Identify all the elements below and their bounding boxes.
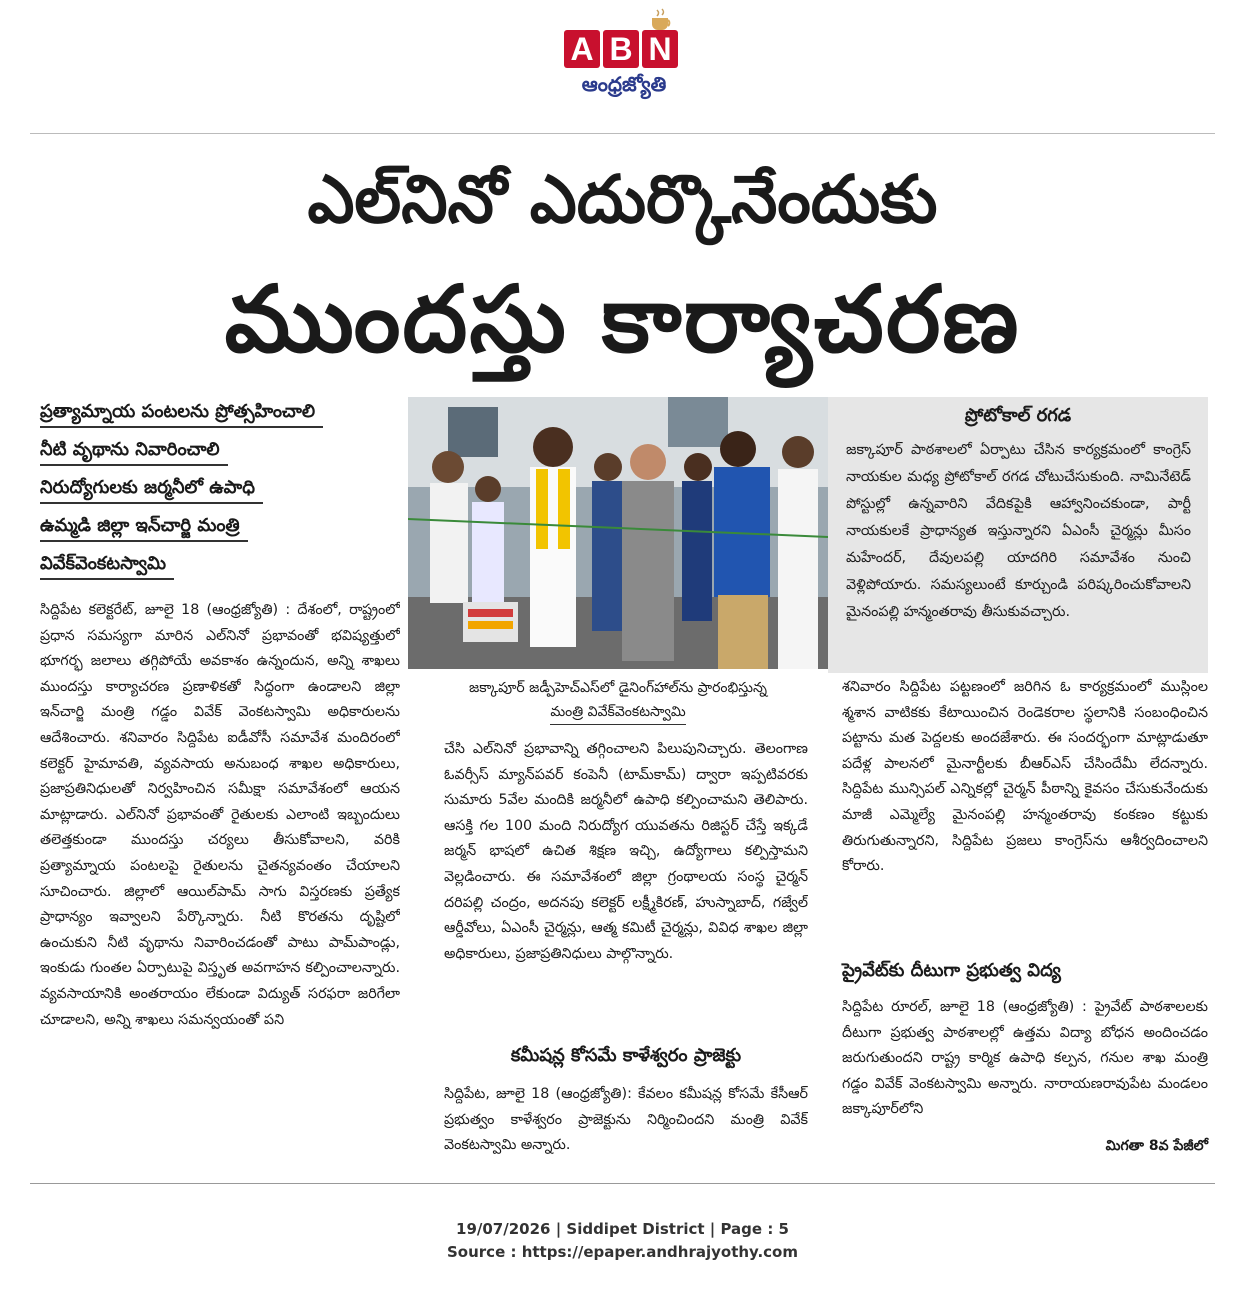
headline-line2: ముందస్తు కార్యాచరణ — [224, 266, 1021, 373]
continued-note: మిగతా 8వ పేజీలో — [1105, 1138, 1208, 1154]
caption-line1: జక్కాపూర్ జడ్పీహెచ్‌ఎస్‌లో డైనింగ్‌హాల్‌ను ప్రారంభిస్తున్న — [469, 680, 767, 696]
column-2b — [444, 1082, 808, 1164]
col3-subhead: ప్రైవేట్‌కు దీటుగా ప్రభుత్వ విద్య — [842, 960, 1061, 981]
footer-source-line: Source : https://epaper.andhrajyothy.com — [447, 1243, 798, 1261]
col1-body: సిద్దిపేట కలెక్టరేట్, జూలై 18 (ఆంధ్రజ్యోతి) : దేశంలో, రాష్ట్రంలో ప్రధాన సమస్యగా మారిన ఎల్‌నినో ప్రభావంతో భవిష్యత్తులో భూగర్భ జలాలు తగ్గిపోయే అవకాశం ఉన్నందున, అన్ని శాఖలు ముందస్తు కార్యాచరణ ప్రణాళికతో సిద్ధంగా ఉండాలని జిల్లా ఇన్‌చార్జి మంత్రి గడ్డం వివేక్ వెంకటస్వామి అధికారులను ఆదేశించారు. శనివారం సిద్దిపేట ఐడీవోసీ సమావేశ మందిరంలో కలెక్టర్ హైమావతి, వ్యవసాయ అనుబంధ శాఖల అధికారులు, ప్రజాప్రతినిధులతో నిర్వహించిన సమీక్షా సమావేశంలో ఆయన మాట్లాడారు. ఎల్‌నినో ప్రభావంతో రైతులకు ఎలాంటి ఇబ్బందులు తలెత్తకుండా ముందస్తు చర్యలు తీసుకోవాలని, వరికి ప్రత్యామ్నాయ పంటలపై రైతులను చైతన్యవంతం చేయాలని సూచించారు. జిల్లాలో ఆయిల్‌పామ్ సాగు విస్తరణకు ప్రత్యేక ప్రాధాన్యం ఇవ్వాలని పేర్కొన్నారు. నీటి కొరతను దృష్టిలో ఉంచుకుని నీటి వృథాను నివారించడంతో పాటు పామ్‌పాండ్లు, ఇంకుడు గుంతల ఏర్పాటుపై విస్తృత అవగాహన కల్పించాలన్నారు. వ్యవసాయానికి అంతరాయం లేకుండా విద్యుత్ సరఫరా జరిగేలా చూడాలని, అన్ని శాఖలు సమన్వయంతో పని — [40, 602, 400, 1028]
bottom-divider — [30, 1183, 1215, 1184]
col2-subhead: కమీషన్ల కోసమే కాళేశ్వరం ప్రాజెక్టు — [510, 1045, 742, 1066]
abn-logo — [560, 8, 688, 104]
column-2 — [444, 737, 808, 1027]
deck-3: నిరుద్యోగులకు జర్మనీలో ఉపాధి — [40, 474, 263, 504]
deck-1: ప్రత్యామ్నాయ పంటలను ప్రోత్సహించాలి — [40, 398, 323, 428]
deck-2: నీటి వృథాను నివారించాలి — [40, 436, 228, 466]
event-photo — [408, 397, 828, 669]
box-text: జక్కాపూర్ పాఠశాలలో ఏర్పాటు చేసిన కార్యక్రమంలో కాంగ్రెస్ నాయకుల మధ్య ప్రోటోకాల్ రగడ చోటుచేసుకుంది. నామినేటెడ్ పోస్టుల్లో ఉన్నవారిని వేదికపైకి ఆహ్వానించకుండా, పార్టీ నాయకులకే ప్రాధాన్యత ఇస్తున్నారని ఏఎంసీ చైర్మన్లు మీసం మహేందర్, దేవులపల్లి యాదగిరి సమావేశం నుంచి వెళ్లిపోయారు. సమస్యలుంటే కూర్చుండి పరిష్కరించుకోవాలని మైనంపల్లి హన్మంతరావు తీసుకువచ్చారు. — [846, 442, 1191, 620]
col3-body2: సిద్దిపేట రూరల్, జూలై 18 (ఆంధ్రజ్యోతి) : ప్రైవేట్ పాఠశాలలకు దీటుగా ప్రభుత్వ పాఠశాలల్లో ఉత్తమ విద్యా బోధన అందించడం జరుగుతుందని రాష్ట్ర కార్మిక ఉపాధి కల్పన, గనుల శాఖ మంత్రి గడ్డం వివేక్ వెంకటస్వామి అన్నారు. నారాయణరావుపేట మండలం జక్కాపూర్‌లోని — [842, 999, 1208, 1118]
logo-letter-n: N — [642, 30, 678, 68]
tea-cup-icon — [646, 8, 676, 30]
photo-caption — [408, 676, 828, 725]
footer-date-line: 19/07/2026 | Siddipet District | Page : 5 — [456, 1220, 789, 1238]
column-3b — [842, 995, 1208, 1135]
logo-letter-b: B — [603, 30, 639, 68]
logo-letter-a: A — [564, 30, 600, 68]
logo-subtitle: ఆంధ్రజ్యోతి — [581, 72, 667, 96]
deck-4: ఉమ్మడి జిల్లా ఇన్‌చార్జి మంత్రి — [40, 512, 248, 542]
col2-body2: సిద్దిపేట, జూలై 18 (ఆంధ్రజ్యోతి): కేవలం కమీషన్ల కోసమే కేసీఆర్ ప్రభుత్వం కాళేశ్వరం ప్రాజెక్టును నిర్మించిందని మంత్రి వివేక్ వెంకటస్వామి అన్నారు. — [444, 1086, 808, 1154]
column-3 — [842, 675, 1208, 939]
abn-letters — [564, 30, 678, 68]
photo-illustration — [408, 397, 828, 669]
box-title: ప్రోటోకాల్ రగడ — [964, 405, 1072, 426]
deck-5: వివేక్‌వెంకటస్వామి — [40, 550, 174, 580]
headline-line1: ఎల్‌నినో ఎదుర్కొనేందుకు — [307, 161, 938, 238]
col3-body: శనివారం సిద్దిపేట పట్టణంలో జరిగిన ఓ కార్యక్రమంలో ముస్లింల శ్మశాన వాటికకు కేటాయించిన రెండెకరాల స్థలానికి సంబంధించిన పట్టాను మత పెద్దలకు అందజేశారు. ఈ సందర్భంగా మాట్లాడుతూ పదేళ్ల పాలనలో మైనార్టీలకు బీఆర్‌ఎస్ చేసిందేమీ లేదన్నారు. సిద్దిపేట మున్సిపల్ ఎన్నికల్లో చైర్మన్ పీఠాన్ని కైవసం చేసుకునేందుకు మాజీ ఎమ్మెల్యే మైనంపల్లి హన్మంతరావు కంకణం కట్టుకు తిరుగుతున్నారని, సిద్దిపేట ప్రజలు కాంగ్రెస్‌ను ఆశీర్వదించాలని కోరారు. — [842, 679, 1208, 875]
caption-line2: మంత్రి వివేక్‌వెంకటస్వామి — [550, 700, 685, 725]
top-divider — [30, 133, 1215, 134]
col2-body: చేసి ఎల్‌నినో ప్రభావాన్ని తగ్గించాలని పిలుపునిచ్చారు. తెలంగాణ ఓవర్సీస్ మ్యాన్‌పవర్ కంపెనీ (టామ్‌కామ్) ద్వారా ఇప్పటివరకు సుమారు 5వేల మందికి జర్మనీలో ఉపాధి కల్పించామని తెలిపారు. ఆసక్తి గల 100 మంది నిరుద్యోగ యువతను రిజిస్టర్ చేస్తే ఇక్కడే జర్మన్ భాషలో ఉచిత శిక్షణ ఇచ్చి, ఉద్యోగాలు కల్పిస్తామని వెల్లడించారు. ఈ సమావేశంలో జిల్లా గ్రంథాలయ సంస్థ చైర్మన్ దరిపల్లి చంద్రం, అదనపు కలెక్టర్ లక్ష్మీకిరణ్, హుస్నాబాద్, గజ్వేల్ ఆర్డీవోలు, ఏఎంసీ చైర్మన్లు, ఆత్మ కమిటీ చైర్మన్లు, వివిధ శాఖల జిల్లా అధికారులు, ప్రజాప్రతినిధులు పాల్గొన్నారు. — [444, 741, 808, 962]
protocol-box — [828, 397, 1208, 673]
column-1 — [40, 598, 400, 1164]
